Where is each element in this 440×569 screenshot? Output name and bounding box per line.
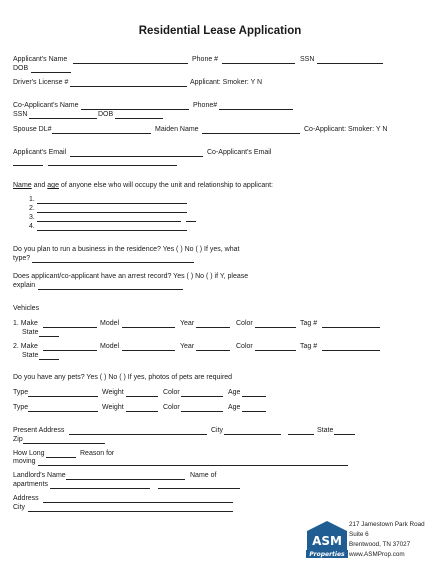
maiden-name-label: Maiden Name	[155, 126, 199, 133]
pet-weight-field[interactable]	[126, 411, 158, 412]
occupants-rest: of anyone else who will occupy the unit and relationship to applicant:	[60, 182, 273, 189]
applicant-phone-field[interactable]	[222, 63, 295, 64]
pets-question: Do you have any pets? Yes ( ) No ( ) If yes, photos of pets are required	[13, 374, 233, 381]
pet-age-field[interactable]	[242, 396, 266, 397]
vehicles-heading: Vehicles	[13, 305, 40, 312]
pet-age-label: Age	[228, 404, 241, 411]
vehicle-year-field[interactable]	[196, 327, 230, 328]
occupants-age-word: age	[47, 182, 59, 189]
co-applicant-dob-label: DOB	[98, 111, 114, 118]
pet-type-field[interactable]	[28, 396, 98, 397]
name-of-label: Name of	[190, 472, 217, 479]
present-address-field[interactable]	[69, 434, 207, 435]
occupant-field[interactable]	[37, 221, 181, 222]
pet-color-field[interactable]	[181, 396, 223, 397]
applicant-dob-field[interactable]	[31, 72, 71, 73]
city-field-extra[interactable]	[288, 434, 314, 435]
pet-weight-label: Weight	[102, 404, 124, 411]
landlord-city-label: City	[13, 504, 26, 511]
occupant-num: 1.	[29, 196, 35, 203]
company-address-line: Brentwood, TN 37027	[349, 541, 411, 548]
pet-color-label: Color	[163, 389, 180, 396]
pet-age-label: Age	[228, 389, 241, 396]
landlord-name-field[interactable]	[66, 479, 185, 480]
applicant-name-label: Applicant's Name	[13, 56, 68, 63]
occupant-field-extra[interactable]	[186, 221, 196, 222]
business-type-label: type?	[13, 255, 31, 262]
arrest-question: Does applicant/co-applicant have an arrest record? Yes ( ) No ( ) if Y, please	[13, 273, 249, 280]
occupant-num: 2.	[29, 205, 35, 212]
zip-label: Zip	[13, 436, 23, 443]
co-applicant-smoker-label: Co-Applicant: Smoker: Y N	[304, 126, 388, 133]
occupants-and: and	[33, 182, 46, 189]
occupant-num: 4.	[29, 223, 35, 230]
page-title: Residential Lease Application	[138, 25, 302, 37]
vehicle-year-label: Year	[180, 343, 195, 350]
pet-color-field[interactable]	[181, 411, 223, 412]
company-address-line: Suite 6	[349, 531, 369, 538]
spouse-dl-field[interactable]	[52, 133, 151, 134]
vehicle-state-label: State	[22, 352, 39, 359]
co-applicant-email-field[interactable]	[48, 165, 177, 166]
pet-type-label: Type	[13, 389, 29, 396]
vehicle-model-field[interactable]	[122, 350, 175, 351]
reason-label: Reason for	[80, 450, 115, 457]
applicant-ssn-label: SSN	[300, 56, 315, 63]
vehicle-color-label: Color	[236, 320, 253, 327]
landlord-address-label: Address	[13, 495, 39, 502]
vehicle-year-field[interactable]	[196, 350, 230, 351]
vehicle-state-label: State	[22, 329, 39, 336]
arrest-explain-field[interactable]	[38, 289, 183, 290]
occupant-field[interactable]	[37, 212, 187, 213]
applicant-phone-label: Phone #	[192, 56, 219, 63]
landlord-address-field[interactable]	[43, 502, 233, 503]
vehicle-tag-field[interactable]	[322, 350, 380, 351]
co-applicant-ssn-field[interactable]	[29, 118, 97, 119]
applicant-email-label: Applicant's Email	[13, 149, 67, 156]
apartments-label: apartments	[13, 481, 49, 488]
present-address-label: Present Address	[13, 427, 65, 434]
pet-type-field[interactable]	[28, 411, 98, 412]
vehicle-tag-field[interactable]	[322, 327, 380, 328]
how-long-field[interactable]	[46, 457, 76, 458]
license-label: Driver's License #	[13, 79, 69, 86]
occupant-field[interactable]	[37, 203, 187, 204]
asm-logo-graphic	[306, 520, 348, 558]
vehicle-make-label: 1. Make	[13, 320, 38, 327]
occupant-num: 3.	[29, 214, 35, 221]
apartments-field[interactable]	[50, 488, 150, 489]
arrest-explain-label: explain	[13, 282, 36, 289]
vehicle-state-field[interactable]	[39, 336, 59, 337]
business-question: Do you plan to run a business in the residence? Yes ( ) No ( ) If yes, what	[13, 246, 240, 253]
applicant-dob-label: DOB	[13, 65, 29, 72]
asm-logo	[306, 520, 348, 558]
vehicle-color-field[interactable]	[255, 327, 296, 328]
state-field[interactable]	[334, 434, 355, 435]
vehicle-make-field[interactable]	[43, 327, 97, 328]
vehicle-model-label: Model	[100, 343, 120, 350]
apartments-field-extra[interactable]	[158, 488, 240, 489]
pet-age-field[interactable]	[242, 411, 266, 412]
logo-bottom-text: Properties	[309, 551, 345, 558]
city-field[interactable]	[224, 434, 281, 435]
co-applicant-ssn-label: SSN	[13, 111, 28, 118]
maiden-name-field[interactable]	[202, 133, 300, 134]
vehicle-make-label: 2. Make	[13, 343, 38, 350]
applicant-smoker-label: Applicant: Smoker: Y N	[190, 79, 263, 86]
moving-label: moving	[13, 458, 36, 465]
landlord-city-field[interactable]	[28, 511, 233, 512]
vehicle-tag-label: Tag #	[300, 320, 318, 327]
how-long-label: How Long	[13, 450, 45, 457]
co-applicant-email-label: Co-Applicant's Email	[207, 149, 272, 156]
co-applicant-name-label: Co-Applicant's Name	[13, 102, 79, 109]
vehicle-state-field[interactable]	[39, 359, 59, 360]
applicant-email-field-2[interactable]	[13, 165, 43, 166]
vehicle-model-field[interactable]	[122, 327, 175, 328]
co-applicant-phone-label: Phone#	[193, 102, 218, 109]
occupants-name-word: Name	[13, 182, 32, 189]
pet-type-label: Type	[13, 404, 29, 411]
applicant-name-field[interactable]	[73, 63, 188, 64]
vehicle-color-field[interactable]	[255, 350, 296, 351]
applicant-ssn-field[interactable]	[317, 63, 383, 64]
vehicle-color-label: Color	[236, 343, 253, 350]
vehicle-make-field[interactable]	[43, 350, 97, 351]
pet-color-label: Color	[163, 404, 180, 411]
city-label: City	[211, 427, 224, 434]
logo-top-text: ASM	[312, 534, 342, 548]
state-label: State	[317, 427, 334, 434]
co-applicant-phone-field[interactable]	[219, 109, 293, 110]
business-type-field[interactable]	[32, 262, 194, 263]
vehicle-model-label: Model	[100, 320, 120, 327]
vehicle-year-label: Year	[180, 320, 195, 327]
license-field[interactable]	[70, 86, 187, 87]
occupant-field[interactable]	[37, 230, 187, 231]
company-address-line: 217 Jamestown Park Road	[349, 521, 425, 528]
pet-weight-label: Weight	[102, 389, 124, 396]
landlord-name-label: Landlord's Name	[13, 472, 66, 479]
company-website[interactable]: www.ASMProp.com	[349, 551, 405, 558]
zip-field[interactable]	[23, 443, 105, 444]
co-applicant-dob-field[interactable]	[115, 118, 163, 119]
pet-weight-field[interactable]	[126, 396, 158, 397]
vehicle-tag-label: Tag #	[300, 343, 318, 350]
reason-field[interactable]	[38, 465, 348, 466]
applicant-email-field[interactable]	[70, 156, 203, 157]
occupants-prompt	[13, 181, 273, 190]
spouse-dl-label: Spouse DL#	[13, 126, 52, 133]
